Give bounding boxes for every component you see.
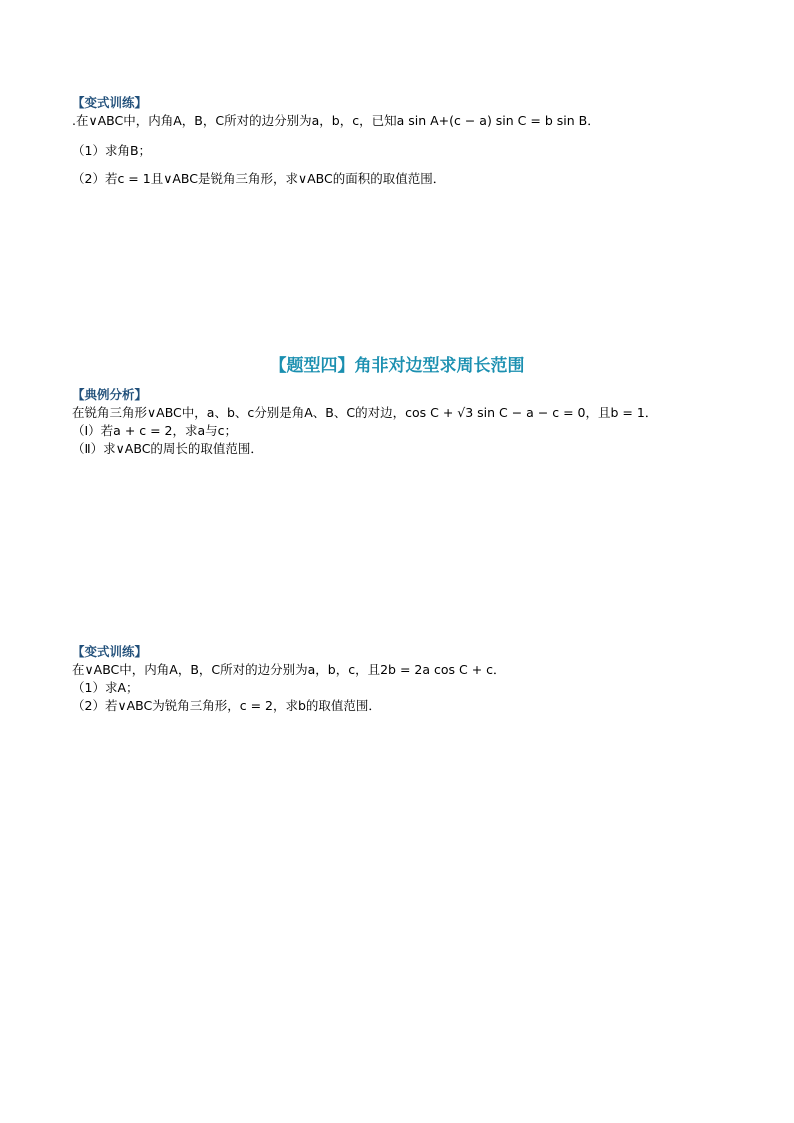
- section-header: 【典例分析】: [72, 387, 148, 402]
- problem-statement: 在∨ABC中，内角A，B，C所对的边分别为a，b，c，且2b = 2a cos C + c．: [72, 662, 506, 677]
- problem-statement: 在锐角三角形∨ABC中，a、b、c分别是角A、B、C的对边，cos C + √3 sin C − a − c = 0，且b = 1．: [72, 405, 658, 420]
- variant-training-2: [72, 643, 722, 715]
- variant-training-1: [72, 94, 722, 188]
- section-title: 【题型四】角非对边型求周长范围: [269, 356, 525, 376]
- question-1: （1）求角B；: [72, 143, 152, 158]
- section-header: 【变式训练】: [72, 644, 148, 659]
- example-analysis: [72, 386, 722, 458]
- question-1: （1）求A；: [72, 680, 139, 695]
- question-2: （2）若∨ABC为锐角三角形，c = 2，求b的取值范围．: [72, 698, 381, 713]
- section-header: 【变式训练】: [72, 95, 148, 110]
- question-2: （2）若c = 1且∨ABC是锐角三角形，求∨ABC的面积的取值范围．: [72, 171, 446, 186]
- question-1: （Ⅰ）若a + c = 2，求a与c；: [72, 423, 238, 438]
- problem-statement: .在∨ABC中，内角A，B，C所对的边分别为a，b，c，已知a sin A+(c − a) sin C = b sin B．: [72, 113, 600, 128]
- question-2: （Ⅱ）求∨ABC的周长的取值范围．: [72, 441, 263, 456]
